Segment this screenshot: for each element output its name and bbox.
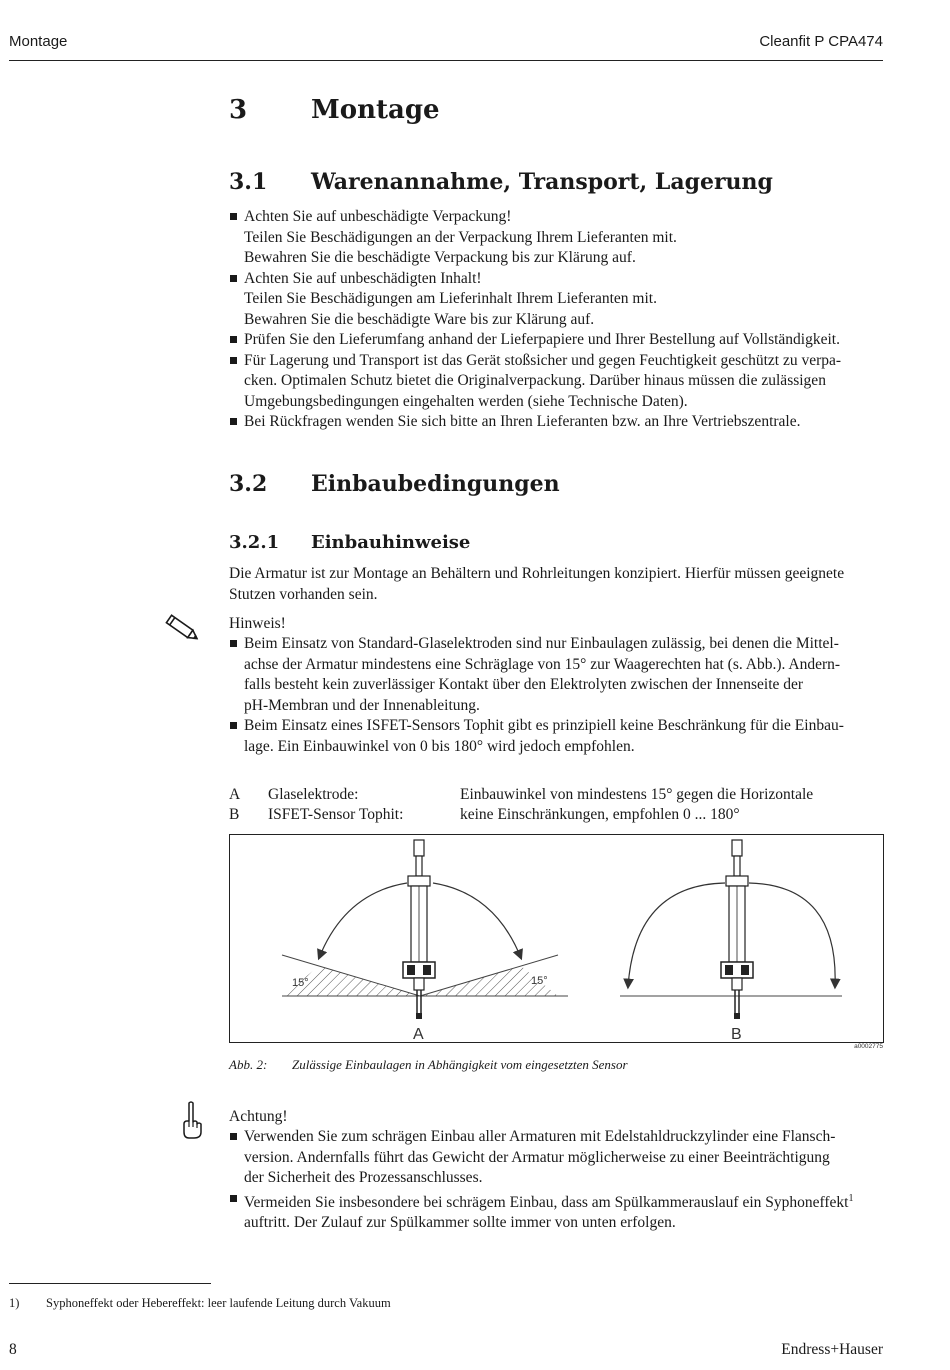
section-heading-3-1	[229, 169, 869, 199]
bullet-icon	[230, 1133, 237, 1140]
legend-key: B	[229, 806, 240, 823]
bullet-icon	[230, 722, 237, 729]
installation-figure	[229, 834, 884, 1043]
caution-bullet-list	[229, 1127, 889, 1234]
legend-desc: Einbauwinkel von mindestens 15° gegen die Horizontale	[460, 786, 814, 803]
diagram-b	[620, 840, 842, 1041]
bullet-icon	[230, 275, 237, 282]
list-item: Bei Rückfragen wenden Sie sich bitte an Ihren Lieferanten bzw. an Ihre Vertriebszentrale.	[229, 412, 889, 433]
section-number: 3.2	[229, 471, 268, 497]
figure-caption-text: Zulässige Einbaulagen in Abhängigkeit vom eingesetzten Sensor	[292, 1057, 628, 1072]
subsection-number: 3.2.1	[229, 532, 280, 553]
list-item: Beim Einsatz eines ISFET-Sensors Tophit gibt es prinzipiell keine Beschränkung für die Einbau- lage. Ein Einbauwinkel von 0 bis 180° wird jedoch empfohlen.	[229, 716, 889, 757]
chapter-title: Montage	[311, 95, 440, 125]
list-item: Für Lagerung und Transport ist das Gerät stoßsicher und gegen Feuchtigkeit geschützt zu verpa- cken. Optimalen Schutz bietet die Originalverpackung. Darüber hinaus müssen die zulässigen Umgebungsbedingungen eingehalten werden (siehe Technische Daten).	[229, 351, 889, 413]
chapter-number: 3	[229, 95, 248, 125]
diagram-label-b: B	[731, 1026, 742, 1041]
angle-label: 15°	[531, 975, 548, 987]
footnote-text: Syphoneffekt oder Hebereffekt: leer laufende Leitung durch Vakuum	[46, 1296, 391, 1310]
figure-legend	[229, 786, 889, 830]
figure-caption-number: Abb. 2:	[229, 1057, 268, 1072]
legend-name: Glaselektrode:	[268, 786, 359, 803]
section-number: 3.1	[229, 169, 268, 195]
diagram-label-a: A	[413, 1026, 424, 1041]
caution-label: Achtung!	[229, 1108, 288, 1125]
pencil-icon	[160, 612, 202, 644]
installation-diagram	[230, 835, 882, 1041]
header-right: Cleanfit P CPA474	[759, 33, 883, 50]
subsection-heading-3-2-1	[229, 532, 869, 558]
bullet-icon	[230, 213, 237, 220]
list-item: Verwenden Sie zum schrägen Einbau aller Armaturen mit Edelstahldruckzylinder eine Flansch- version. Andernfalls führt das Gewicht der Armatur möglicherweise zu einer Beeinträchtigung der Sicherheit des Prozessanschlusses.	[229, 1127, 889, 1189]
legend-name: ISFET-Sensor Tophit:	[268, 806, 404, 823]
footnote-number: 1)	[9, 1296, 20, 1310]
figure-code: a0002775	[854, 1043, 883, 1050]
page-number: 8	[9, 1341, 17, 1358]
delivery-bullet-list	[229, 207, 889, 433]
bullet-icon	[230, 357, 237, 364]
bullet-icon	[230, 640, 237, 647]
footnote-reference[interactable]: 1	[848, 1192, 854, 1204]
list-item: Achten Sie auf unbeschädigten Inhalt! Teilen Sie Beschädigungen am Lieferinhalt Ihrem Lieferanten mit. Bewahren Sie die beschädigte Ware bis zur Klärung auf.	[229, 269, 889, 331]
bullet-icon	[230, 1195, 237, 1202]
bullet-icon	[230, 418, 237, 425]
note-bullet-list	[229, 634, 889, 757]
note-label: Hinweis!	[229, 615, 286, 632]
header-left: Montage	[9, 33, 68, 50]
legend-desc: keine Einschränkungen, empfohlen 0 ... 180°	[460, 806, 740, 823]
chapter-heading	[229, 95, 829, 131]
list-item: Beim Einsatz von Standard-Glaselektroden sind nur Einbaulagen zulässig, bei denen die Mittel- achse der Armatur mindestens eine Schräglage von 15° zur Waagerechten hat (s. Abb.). Andern- falls besteht kein zuverlässiger Kontakt über den Elektrolyten zwischen der Innenseite der pH-Membran und der Innenableitung.	[229, 634, 889, 716]
section-heading-3-2	[229, 471, 869, 501]
footnote-rule	[9, 1283, 211, 1284]
pointing-hand-icon	[178, 1100, 206, 1140]
bullet-icon	[230, 336, 237, 343]
arc-arrow-left	[319, 883, 407, 958]
list-item: Prüfen Sie den Lieferumfang anhand der Lieferpapiere und Ihrer Bestellung auf Vollständigkeit.	[229, 330, 889, 351]
arc-arrow-right	[433, 883, 521, 958]
diagram-a	[282, 840, 568, 1041]
list-item: Achten Sie auf unbeschädigte Verpackung! Teilen Sie Beschädigungen an der Verpackung Ihrem Lieferanten mit. Bewahren Sie die beschädigte Verpackung bis zur Klärung auf.	[229, 207, 889, 269]
section-title: Warenannahme, Transport, Lagerung	[311, 169, 773, 195]
section-title: Einbaubedingungen	[311, 471, 560, 497]
arc-arrow-right	[749, 883, 835, 987]
legend-key: A	[229, 786, 241, 803]
arc-arrow-left	[628, 883, 725, 987]
sensor-assembly-b	[721, 840, 753, 1019]
footer-brand: Endress+Hauser	[781, 1341, 883, 1358]
header-rule	[9, 60, 883, 61]
intro-paragraph: Die Armatur ist zur Montage an Behältern und Rohrleitungen konzipiert. Hierfür müssen geeignete Stutzen vorhanden sein.	[229, 565, 845, 603]
subsection-title: Einbauhinweise	[311, 532, 471, 553]
list-item: Vermeiden Sie insbesondere bei schrägem Einbau, dass am Spülkammerauslauf ein Syphoneffekt$^1$ auftritt. Der Zulauf zur Spülkammer sollte immer von unten erfolgen.	[229, 1189, 889, 1234]
angle-label: 15°	[292, 977, 309, 989]
